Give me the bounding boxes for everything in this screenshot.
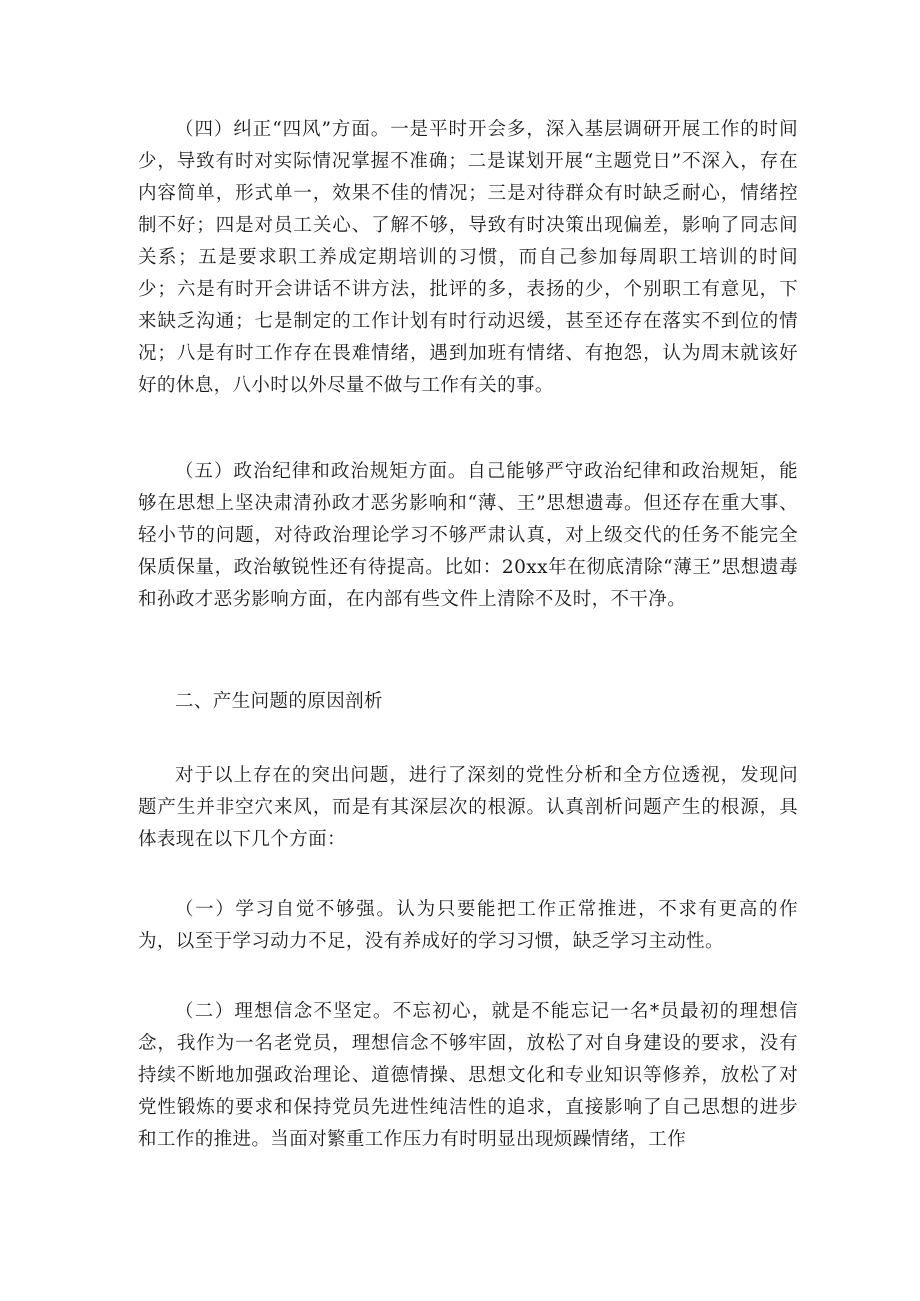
paragraph-political-discipline: （五）政治纪律和政治规矩方面。自己能够严守政治纪律和政治规矩，能够在思想上坚决肃清孙政才恶劣影响和“薄、王”思想遗毒。但还存在重大事、轻小节的问题，对待政治理论学习不够严肃认真，对上级交代的任务不能完全保质保量，政治敏锐性还有待提高。比如：20xx年在彻底清除“薄王”思想遗毒和孙政才恶劣影响方面，在内部有些文件上清除不及时，不干净。 — [138, 461, 798, 610]
paragraph-four-winds: （四）纠正“四风”方面。一是平时开会多，深入基层调研开展工作的时间少，导致有时对实际情况掌握不准确；二是谋划开展“主题党日”不深入，存在内容简单，形式单一，效果不佳的情况；三是对待群众有时缺乏耐心，情绪控制不好；四是对员工关心、了解不够，导致有时决策出现偏差，影响了同志间关系；五是要求职工养成定期培训的习惯，而自己参加每周职工培训的时间少；六是有时开会讲话不讲方法，批评的多，表扬的少，个别职工有意见，下来缺乏沟通；七是制定的工作计划有时行动迟缓，甚至还存在落实不到位的情况；八是有时工作存在畏难情绪，遇到加班有情绪、有抱怨，认为周末就该好好的休息，八小时以外尽量不做与工作有关的事。 — [138, 119, 798, 396]
paragraph-study-consciousness: （一）学习自觉不够强。认为只要能把工作正常推进，不求有更高的作为，以至于学习动力不足，没有养成好的学习习惯，缺乏学习主动性。 — [138, 899, 798, 952]
paragraph-cause-intro: 对于以上存在的突出问题，进行了深刻的党性分析和全方位透视，发现问题产生并非空穴来风，而是有其深层次的根源。认真剖析问题产生的根源，具体表现在以下几个方面： — [138, 765, 798, 850]
section-heading: 二、产生问题的原因剖析 — [175, 691, 383, 712]
paragraph-ideals-beliefs: （二）理想信念不坚定。不忘初心，就是不能忘记一名*员最初的理想信念，我作为一名老党员，理想信念不够牢固，放松了对自身建设的要求，没有持续不断地加强政治理论、道德情操、思想文化和专业知识等修养，放松了对党性锻炼的要求和保持党员先进性纯洁性的追求，直接影响了自己思想的进步和工作的推进。当面对繁重工作压力有时明显出现烦躁情绪，工作 — [138, 1001, 798, 1150]
